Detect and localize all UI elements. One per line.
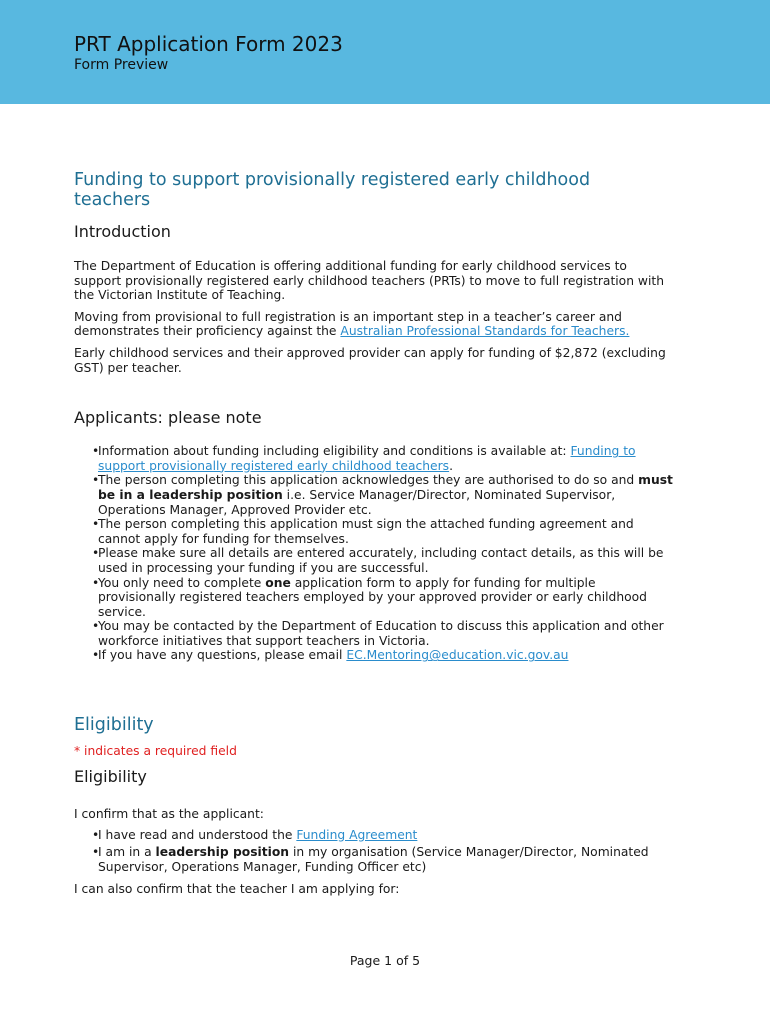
applicants-note-list [74, 444, 674, 663]
intro-paragraph-1: The Department of Education is offering additional funding for early childhood services to support provisionally registered early childhood teachers (PRTs) to move to full registration with the Victorian Institute of Teaching. [74, 259, 664, 303]
list-item: • If you have any questions, please email EC.Mentoring@education.vic.gov.au [92, 648, 569, 663]
bullet-text: You may be contacted by the Department of Education to discuss this application and other workforce initiatives that support teachers in Victoria. [98, 619, 664, 648]
bullet-text: If you have any questions, please email [98, 648, 347, 663]
bullet-text: in my organisation (Service Manager/Director, Nominated Supervisor, Operations Manager, Funding Officer etc) [98, 845, 649, 874]
bullet-bold-text: one [265, 575, 291, 590]
bullet-text: The person completing this application acknowledges they are authorised to do so and [98, 473, 639, 488]
email-link[interactable]: EC.Mentoring@education.vic.gov.au [346, 648, 569, 663]
form-subtitle: Form Preview [74, 57, 169, 73]
eligibility-section-title: Eligibility [74, 715, 154, 736]
list-item: • The person completing this application acknowledges they are authorised to do so and must be in a leadership position i.e. Service Manager/Director, Nominated Supervisor, Operations Manager, Approved Provider etc. [92, 473, 673, 517]
introduction-heading: Introduction [74, 222, 171, 241]
list-item: • I have read and understood the Funding Agreement [92, 827, 418, 842]
bullet-text: You only need to complete [98, 575, 266, 590]
confirm-applicant-text: I confirm that as the applicant: [74, 807, 264, 822]
list-item: • Information about funding including eligibility and conditions is available at: Funding to support provisionally registered early childhood teachers. [92, 444, 636, 473]
form-title: PRT Application Form 2023 [74, 32, 343, 56]
eligibility-subheading: Eligibility [74, 767, 147, 787]
required-field-note: * indicates a required field [74, 744, 237, 759]
confirm-teacher-text: I can also confirm that the teacher I am applying for: [74, 882, 400, 897]
list-item: • You only need to complete one application form to apply for funding for multiple provisionally registered teachers employed by your approved provider or early childhood service. [92, 575, 647, 619]
form-content [74, 170, 674, 897]
list-item: • The person completing this application must sign the attached funding agreement and cannot apply for funding for themselves. [92, 517, 634, 546]
bullet-text: i.e. Service Manager/Director, Nominated Supervisor, Operations Manager, Approved Provider etc. [98, 487, 616, 517]
bullet-bold-text: leadership position [155, 845, 290, 860]
bullet-text: Information about funding including eligibility and conditions is available at: [98, 444, 571, 459]
eligibility-confirm-list [74, 828, 674, 875]
list-item: • You may be contacted by the Department of Education to discuss this application and other workforce initiatives that support teachers in Victoria. [92, 619, 664, 648]
list-item: • Please make sure all details are entered accurately, including contact details, as this will be used in processing your funding if you are successful. [92, 546, 664, 575]
bullet-text: I have read and understood the [98, 827, 297, 842]
intro-paragraph-3: Early childhood services and their approved provider can apply for funding of $2,872 (excluding GST) per teacher. [74, 345, 666, 375]
funding-agreement-link[interactable]: Funding Agreement [296, 827, 418, 842]
bullet-text: application form to apply for funding for multiple provisionally registered teachers employed by your approved provider or early childhood service. [98, 575, 647, 619]
applicants-heading: Applicants: please note [74, 408, 262, 428]
bullet-bold-text: must be in a leadership position [98, 473, 673, 502]
bullet-text: . [449, 458, 453, 473]
list-item: • I am in a leadership position in my organisation (Service Manager/Director, Nominated Supervisor, Operations Manager, Funding Officer etc) [92, 845, 649, 874]
funding-section-title: Funding to support provisionally registered early childhood teachers [74, 170, 591, 210]
bullet-text: I am in a [98, 845, 156, 860]
form-header [0, 0, 770, 104]
funding-info-link[interactable]: Funding to support provisionally registered early childhood teachers [98, 444, 636, 473]
page-number: Page 1 of 5 [349, 953, 421, 968]
intro-paragraph-2 [74, 310, 674, 339]
bullet-text: Please make sure all details are entered accurately, including contact details, as this will be used in processing your funding if you are successful. [98, 546, 664, 575]
standards-link[interactable]: Australian Professional Standards for Teachers. [340, 324, 630, 339]
intro-paragraph-2-text: Moving from provisional to full registration is an important step in a teacher’s career and demonstrates their proficiency against the [74, 309, 622, 339]
bullet-text: The person completing this application must sign the attached funding agreement and cannot apply for funding for themselves. [98, 517, 634, 546]
